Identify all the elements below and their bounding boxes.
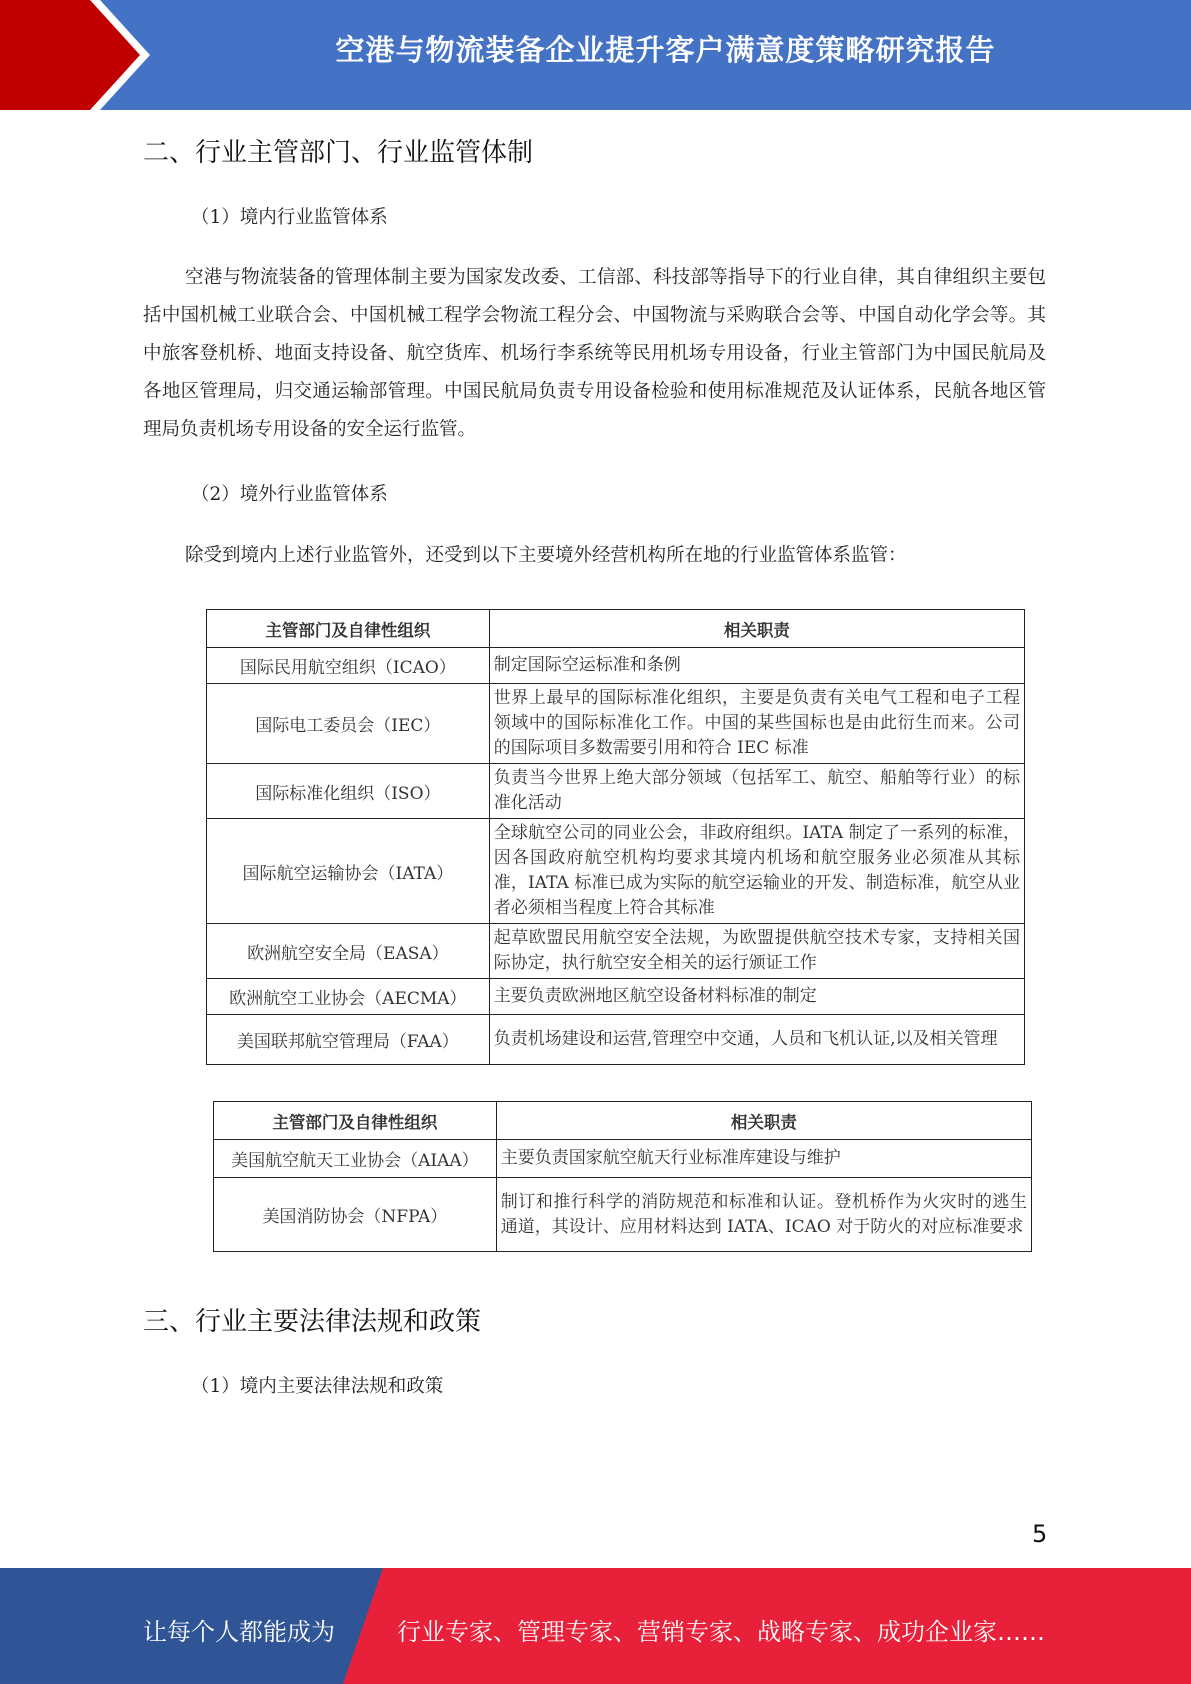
domestic-regulation-paragraph: 空港与物流装备的管理体制主要为国家发改委、工信部、科技部等指导下的行业自律，其自律组织主要包括中国机械工业联合会、中国机械工程学会物流工程分会、中国物流与采购联合会等、中国自动化学会等。其中旅客登机桥、地面支持设备、航空货库、机场行李系统等民用机场专用设备，行业主管部门为中国民航局及各地区管理局，归交通运输部管理。中国民航局负责专用设备检验和使用标准规范及认证体系，民航各地区管理局负责机场专用设备的安全运行监管。 bbox=[143, 267, 1046, 440]
org-cell: 国际民用航空组织（ICAO） bbox=[207, 648, 490, 684]
table-row bbox=[214, 1178, 1032, 1252]
duty-cell: 制定国际空运标准和条例 bbox=[489, 648, 1024, 684]
table-row bbox=[207, 924, 1025, 979]
duty-cell: 负责当今世界上绝大部分领域（包括军工、航空、船舶等行业）的标准化活动 bbox=[489, 764, 1024, 819]
page-footer bbox=[0, 1568, 1191, 1684]
subheading-domestic-laws: （1）境内主要法律法规和政策 bbox=[191, 1376, 444, 1397]
table-row bbox=[207, 979, 1025, 1015]
table-header-row bbox=[207, 610, 1025, 648]
org-cell: 美国联邦航空管理局（FAA） bbox=[207, 1015, 490, 1065]
org-cell: 国际标准化组织（ISO） bbox=[207, 764, 490, 819]
column-header-duty: 相关职责 bbox=[496, 1102, 1031, 1140]
column-header-org: 主管部门及自律性组织 bbox=[214, 1102, 497, 1140]
table-row bbox=[214, 1140, 1032, 1178]
overseas-regulators-table bbox=[206, 609, 1025, 1065]
table-row bbox=[207, 764, 1025, 819]
page-number: 5 bbox=[1032, 1520, 1048, 1548]
duty-cell: 全球航空公司的同业公会，非政府组织。IATA 制定了一系列的标准，因各国政府航空机构均要求其境内机场和航空服务业必须准从其标准，IATA 标准已成为实际的航空运输业的开发、制造标准，航空从业者必须相当程度上符合其标准 bbox=[489, 819, 1024, 924]
org-cell: 国际航空运输协会（IATA） bbox=[207, 819, 490, 924]
header-chevron-icon bbox=[0, 0, 160, 110]
column-header-duty: 相关职责 bbox=[489, 610, 1024, 648]
subheading-domestic-regulation: （1）境内行业监管体系 bbox=[191, 207, 388, 228]
duty-cell: 负责机场建设和运营,管理空中交通，人员和飞机认证,以及相关管理 bbox=[489, 1015, 1024, 1065]
column-header-org: 主管部门及自律性组织 bbox=[207, 610, 490, 648]
footer-slogan-right: 行业专家、管理专家、营销专家、战略专家、成功企业家…… bbox=[397, 1618, 1045, 1646]
org-cell: 欧洲航空安全局（EASA） bbox=[207, 924, 490, 979]
duty-cell: 起草欧盟民用航空安全法规，为欧盟提供航空技术专家，支持相关国际协定，执行航空安全相关的运行颁证工作 bbox=[489, 924, 1024, 979]
overseas-regulators-table-continued bbox=[213, 1101, 1032, 1252]
table-row bbox=[207, 684, 1025, 764]
org-cell: 国际电工委员会（IEC） bbox=[207, 684, 490, 764]
table-row bbox=[207, 648, 1025, 684]
org-cell: 美国航空航天工业协会（AIAA） bbox=[214, 1140, 497, 1178]
subheading-overseas-regulation: （2）境外行业监管体系 bbox=[191, 484, 388, 505]
duty-cell: 主要负责欧洲地区航空设备材料标准的制定 bbox=[489, 979, 1024, 1015]
report-title: 空港与物流装备企业提升客户满意度策略研究报告 bbox=[335, 33, 996, 67]
table-header-row bbox=[214, 1102, 1032, 1140]
page-header bbox=[0, 0, 1191, 110]
section-heading-2: 二、行业主管部门、行业监管体制 bbox=[143, 138, 534, 168]
duty-cell: 制订和推行科学的消防规范和标准和认证。登机桥作为火灾时的逃生通道，其设计、应用材料达到 IATA、ICAO 对于防火的对应标准要求 bbox=[496, 1178, 1031, 1252]
duty-cell: 世界上最早的国际标准化组织，主要是负责有关电气工程和电子工程领域中的国际标准化工作。中国的某些国标也是由此衍生而来。公司的国际项目多数需要引用和符合 IEC 标准 bbox=[489, 684, 1024, 764]
section-heading-3: 三、行业主要法律法规和政策 bbox=[143, 1307, 482, 1337]
table-row bbox=[207, 1015, 1025, 1065]
org-cell: 美国消防协会（NFPA） bbox=[214, 1178, 497, 1252]
overseas-intro-text: 除受到境内上述行业监管外，还受到以下主要境外经营机构所在地的行业监管体系监管： bbox=[185, 545, 907, 566]
duty-cell: 主要负责国家航空航天行业标准库建设与维护 bbox=[496, 1140, 1031, 1178]
footer-slogan-left: 让每个人都能成为 bbox=[143, 1618, 335, 1646]
table-row bbox=[207, 819, 1025, 924]
org-cell: 欧洲航空工业协会（AECMA） bbox=[207, 979, 490, 1015]
